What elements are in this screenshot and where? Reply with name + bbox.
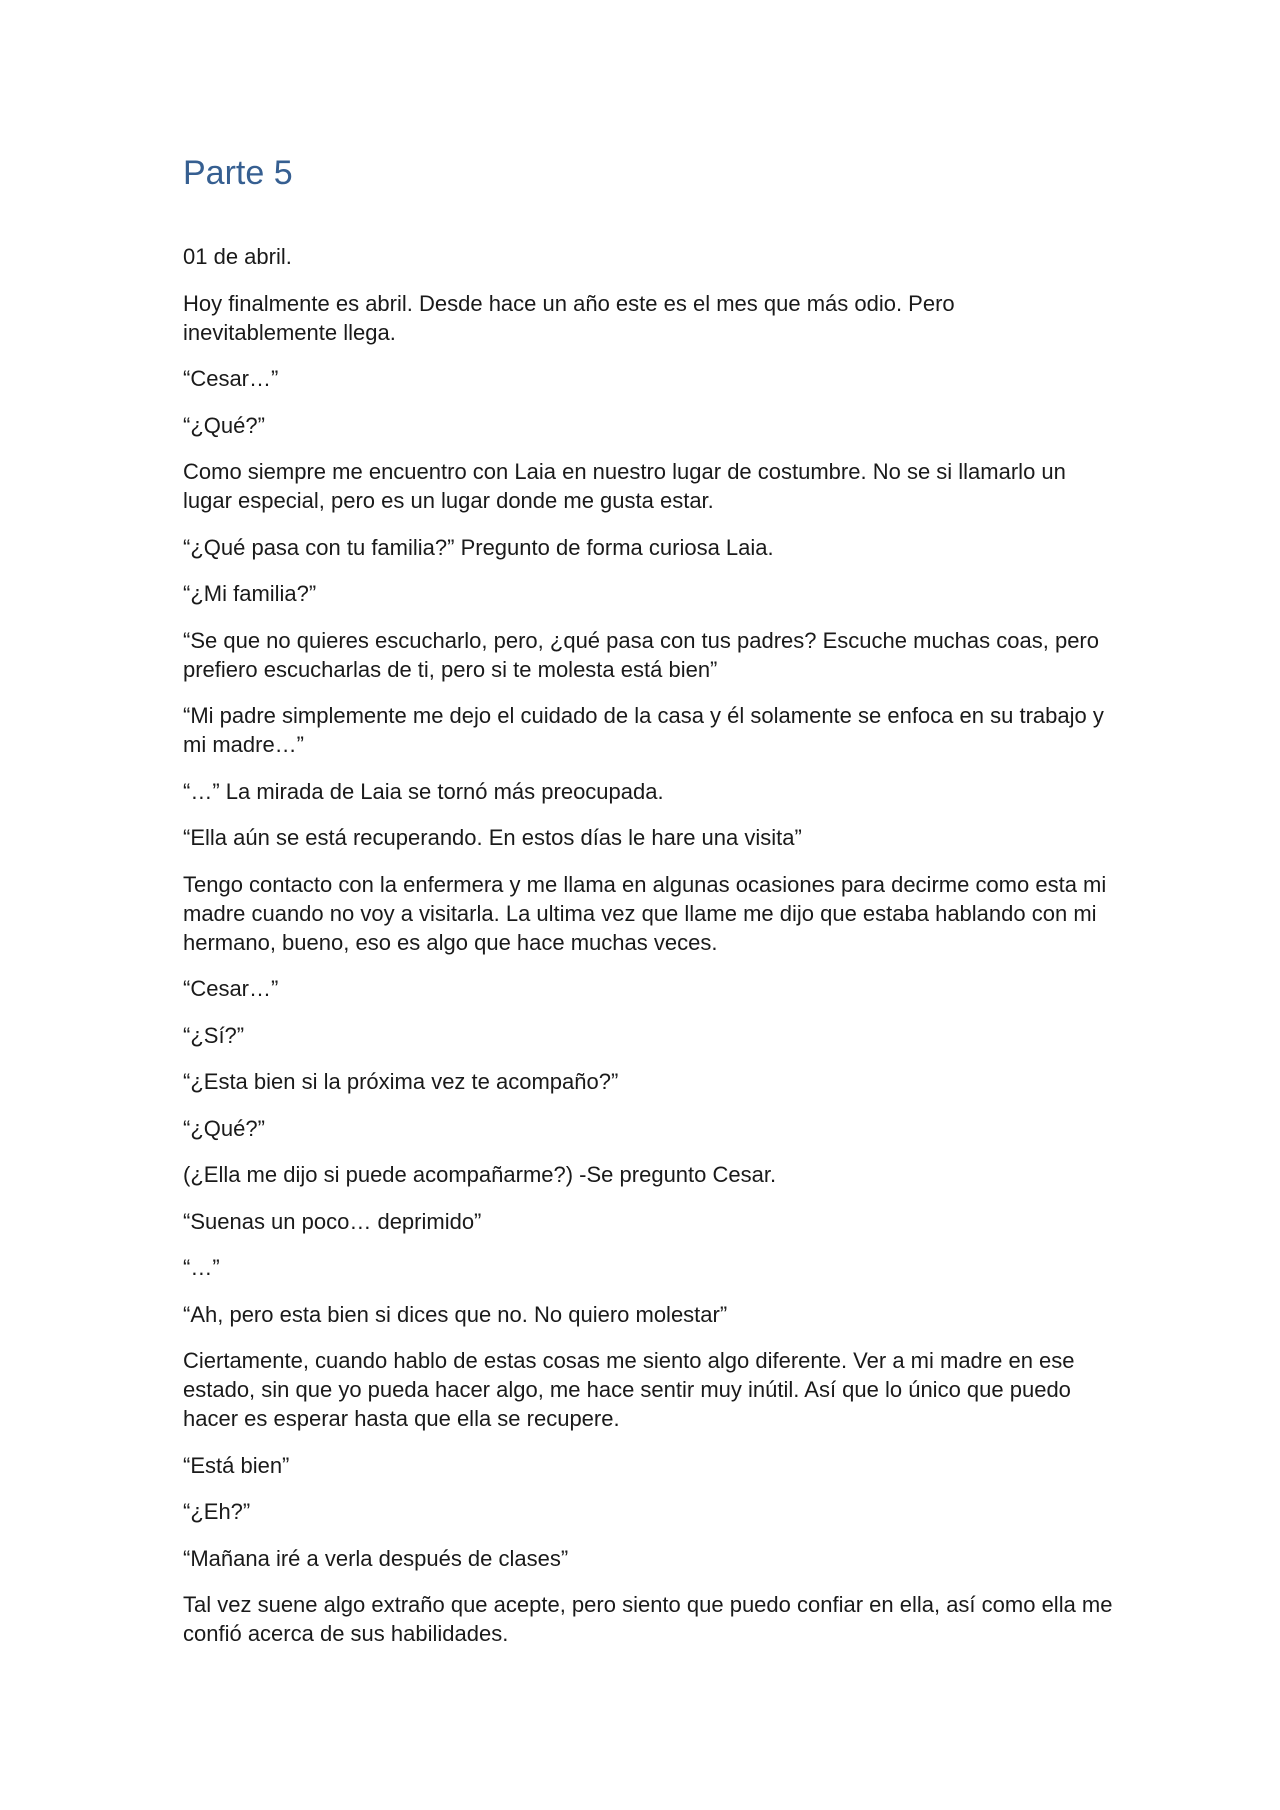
dialogue-line: “¿Eh?” [183,1499,251,1524]
dialogue-line: “Está bien” [183,1452,290,1478]
chapter-heading: Parte 5 [183,154,293,192]
dialogue-line: “…” [183,1255,220,1280]
dialogue-line: “Mañana iré a verla después de clases” [183,1545,569,1571]
inner-thought: (¿Ella me dijo si puede acompañarme?) -Se pregunto Cesar. [183,1162,777,1187]
paragraph: Como siempre me encuentro con Laia en nuestro lugar de costumbre. No se si llamarlo un lugar especial, pero es un lugar donde me gusta estar. [183,459,1066,513]
dialogue-line: “¿Qué?” [183,412,265,438]
document-body [183,150,1113,1666]
dialogue-line: “¿Qué pasa con tu familia?” Pregunto de forma curiosa Laia. [183,534,774,560]
dialogue-line: “Cesar…” [183,976,279,1001]
dialogue-line: “Ella aún se está recuperando. En estos días le hare una visita” [183,825,802,850]
dialogue-line: “Cesar…” [183,366,279,391]
dialogue-line: “¿Mi familia?” [183,581,317,606]
dialogue-line: “¿Qué?” [183,1115,265,1141]
paragraph: Tengo contacto con la enfermera y me llama en algunas ocasiones para decirme como esta mi madre cuando no voy a visitarla. La ultima vez que llame me dijo que estaba hablando con mi hermano, bueno, eso es algo que hace muchas veces. [183,871,1107,955]
dialogue-line: “Ah, pero esta bien si dices que no. No quiero molestar” [183,1301,728,1327]
dialogue-line: “¿Sí?” [183,1022,245,1048]
dialogue-line: “Se que no quieres escucharlo, pero, ¿qué pasa con tus padres? Escuche muchas coas, pero prefiero escucharlas de ti, pero si te molesta está bien” [183,627,1099,682]
paragraph: Tal vez suene algo extraño que acepte, pero siento que puedo confiar en ella, así como ella me confió acerca de sus habilidades. [183,1592,1113,1646]
dialogue-line: “Mi padre simplemente me dejo el cuidado de la casa y él solamente se enfoca en su trabajo y mi madre…” [183,703,1104,757]
paragraph-date: 01 de abril. [183,244,292,269]
dialogue-line: “¿Esta bien si la próxima vez te acompaño?” [183,1069,619,1094]
paragraph: Hoy finalmente es abril. Desde hace un año este es el mes que más odio. Pero inevitablemente llega. [183,290,955,345]
dialogue-line: “…” La mirada de Laia se tornó más preocupada. [183,778,664,804]
paragraph: Ciertamente, cuando hablo de estas cosas me siento algo diferente. Ver a mi madre en ese estado, sin que yo pueda hacer algo, me hace sentir muy inútil. Así que lo único que puedo hacer es esperar hasta que ella se recupere. [183,1348,1075,1431]
dialogue-line: “Suenas un poco… deprimido” [183,1208,482,1234]
